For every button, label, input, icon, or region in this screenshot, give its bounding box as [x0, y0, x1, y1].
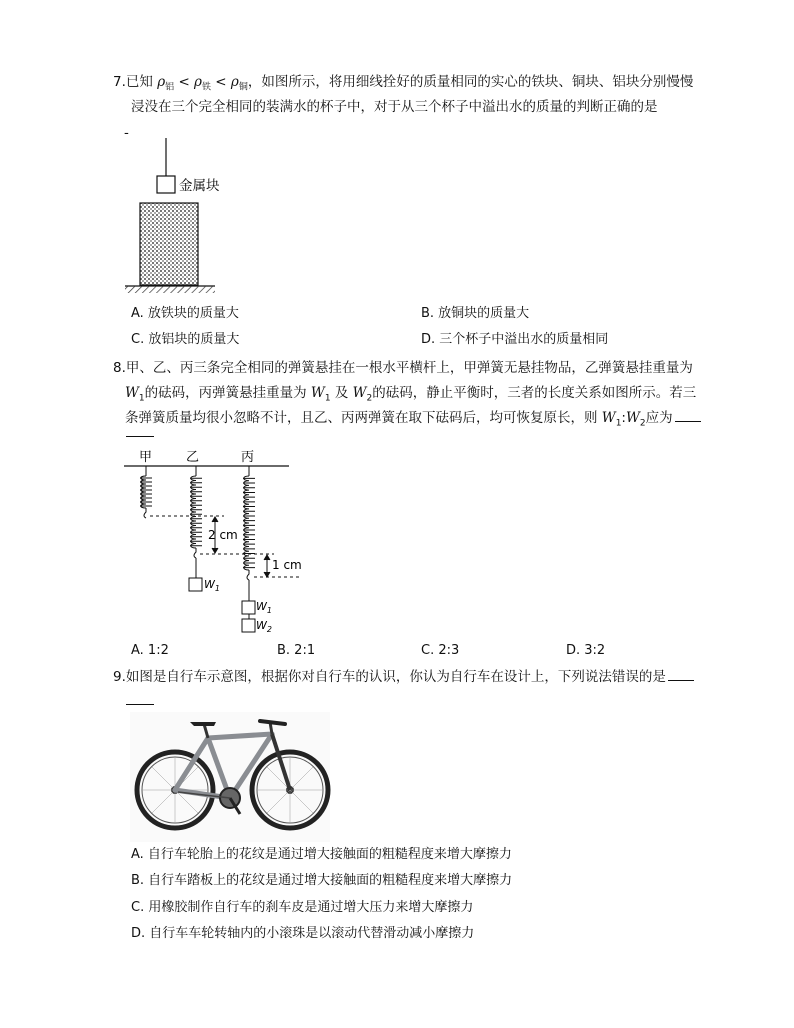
q9-option-c: C. 用橡胶制作自行车的刹车皮是通过增大压力来增大摩擦力 [131, 900, 474, 915]
spring-bing [242, 466, 272, 634]
q7-option-b: B. 放铜块的质量大 [421, 306, 530, 321]
q8-option-a: A. 1:2 [131, 643, 169, 658]
q8-line-2: $W_1$的砝码，丙弹簧悬挂重量为 $W_1$ 及 $W_2$的砝码，静止平衡时，三者的长度关系如图所示。若三 [125, 385, 697, 404]
beaker [140, 203, 198, 285]
q8-option-b: B. 2:1 [277, 643, 316, 658]
q9-answer-blank-cont [126, 704, 154, 705]
label-jia: 甲 [139, 450, 153, 465]
svg-text:W2: $W_2$ [256, 619, 272, 634]
q8-option-d: D. 3:2 [566, 643, 606, 658]
q9-option-b: B. 自行车踏板上的花纹是通过增大接触面的粗糙程度来增大摩擦力 [131, 873, 513, 888]
q8-answer-blank [675, 409, 701, 422]
q7-option-a: A. 放铁块的质量大 [131, 306, 239, 321]
q7-line-1: 7.已知 $\rho_铝 < \rho_铁 < \rho_铜$，如图所示，将用细线拴好的质量相同的实心的铁块、铜块、铝块分别慢慢 [113, 74, 694, 93]
label-yi: 乙 [186, 450, 200, 465]
q8-option-c: C. 2:3 [421, 643, 460, 658]
dim-2cm: 2 cm [208, 528, 238, 542]
q8-number: 8. [113, 360, 126, 376]
q7-number: 7. [113, 74, 126, 90]
q9-line-1: 9.如图是自行车示意图，根据你对自行车的认识，你认为自行车在设计上，下列说法错误的是 [113, 668, 694, 686]
label-bing: 丙 [241, 450, 255, 465]
q9-option-d: D. 自行车车轮转轴内的小滚珠是以滚动代替滑动减小摩擦力 [131, 926, 475, 941]
q7-option-c: C. 放铝块的质量大 [131, 332, 240, 347]
spring-jia [140, 466, 152, 518]
svg-text:W1: $W_1$ [204, 578, 220, 593]
q8-spring-figure [124, 446, 304, 636]
q8-line-1: 8.甲、乙、丙三条完全相同的弹簧悬挂在一根水平横杆上，甲弹簧无悬挂物品，乙弹簧悬挂重量为 [113, 360, 693, 376]
bicycle-image [130, 712, 330, 842]
q7-metal-block-label: 金属块 [179, 178, 220, 194]
q7-line-2: 浸没在三个完全相同的装满水的杯子中，对于从三个杯子中溢出水的质量的判断正确的是 [131, 99, 658, 115]
q8-answer-blank-cont [126, 436, 154, 437]
q7-option-d: D. 三个杯子中溢出水的质量相同 [421, 332, 609, 347]
q9-option-a: A. 自行车轮胎上的花纹是通过增大接触面的粗糙程度来增大摩擦力 [131, 847, 512, 862]
q9-number: 9. [113, 669, 126, 685]
q9-answer-blank [668, 668, 694, 681]
q7-line-3: - [124, 125, 129, 141]
q7-beaker-figure [120, 138, 230, 298]
svg-text:W1: $W_1$ [256, 600, 272, 615]
dim-1cm: 1 cm [272, 558, 302, 572]
q8-line-3: 条弹簧质量均很小忽略不计，且乙、丙两弹簧在取下砝码后，均可恢复原长，则 $W_1:W_2$应为 [125, 409, 701, 433]
